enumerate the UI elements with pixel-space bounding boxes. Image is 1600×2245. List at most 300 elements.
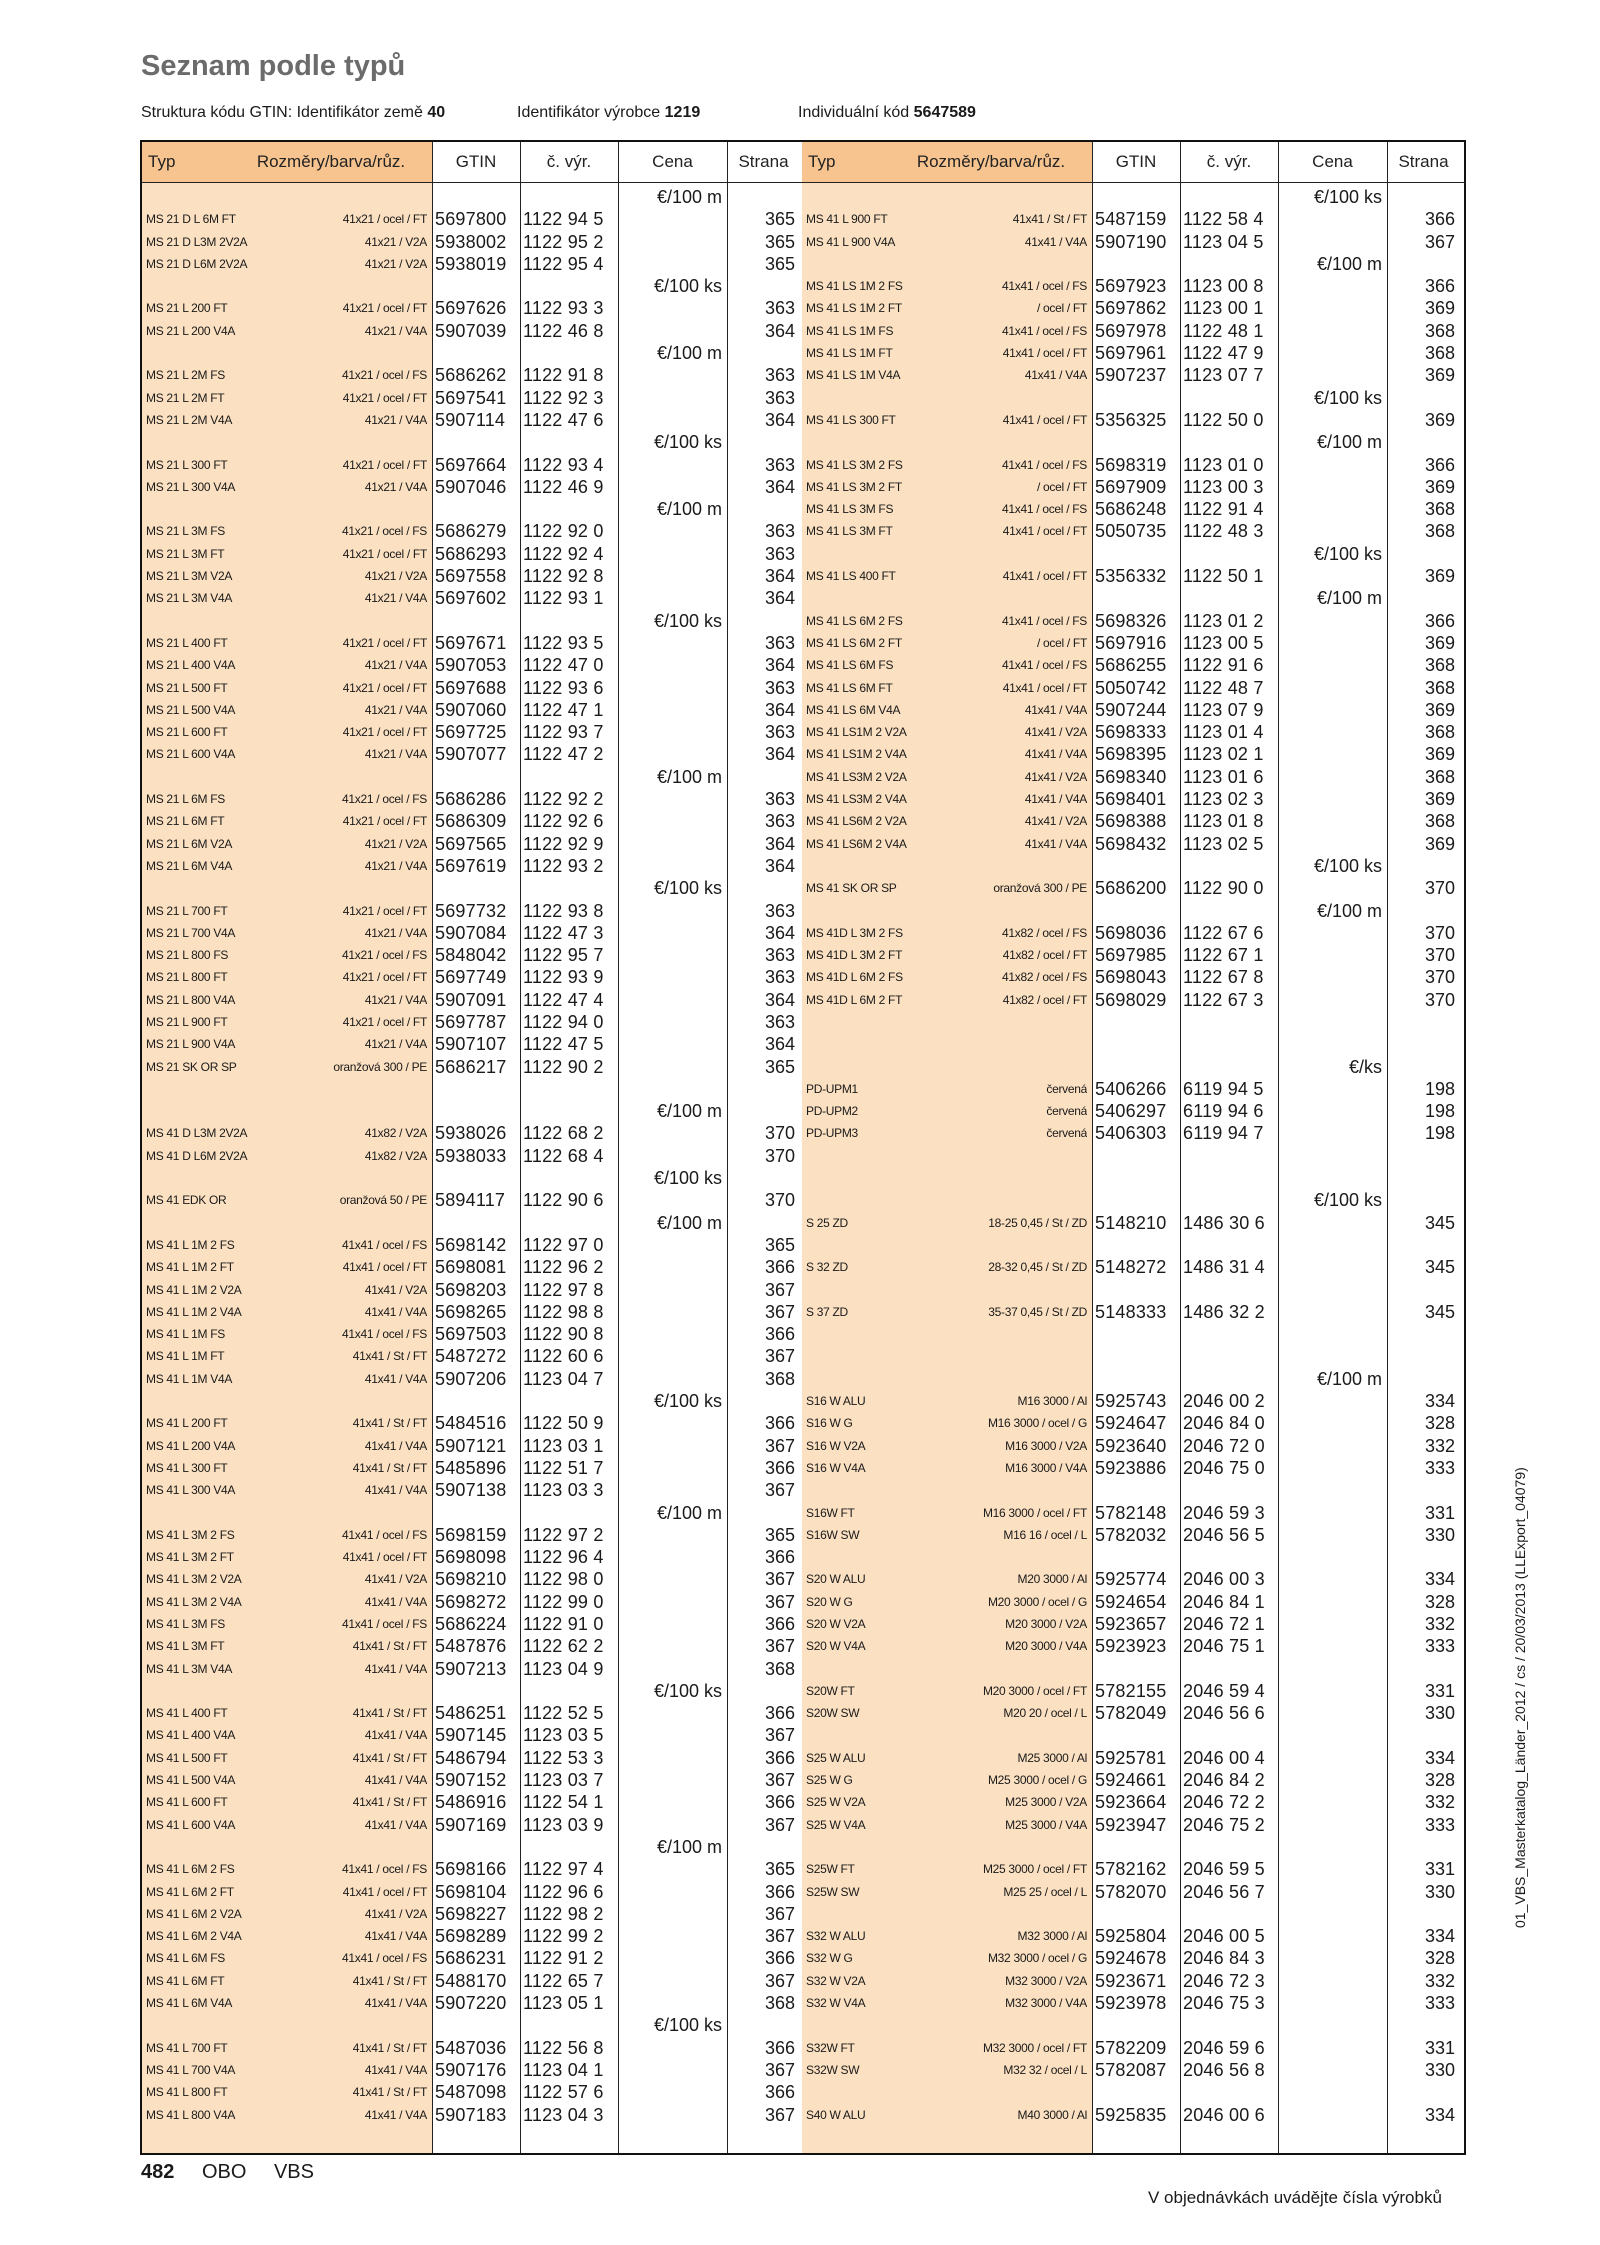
spacer-row	[802, 1345, 1466, 1367]
cell-cv: 1122 93 2	[523, 855, 604, 876]
table-row	[142, 1903, 802, 1925]
price-unit-row	[142, 610, 802, 632]
cell-gt: 5907244	[1095, 699, 1167, 720]
brand-vbs: VBS	[273, 2161, 314, 2183]
table-row	[802, 788, 1466, 810]
cell-typ: S16 W G	[806, 1416, 853, 1431]
cell-typ: MS 41 L 500 FT	[146, 1750, 228, 1765]
cell-cv: 1122 52 5	[523, 1703, 604, 1724]
cell-typ: MS 21 L 500 FT	[146, 680, 228, 695]
cell-st: 198	[1424, 1078, 1455, 1099]
cell-cv: 1122 50 0	[1183, 409, 1264, 430]
cell-gt: 5938033	[435, 1145, 507, 1166]
cell-typ: MS 41 LS 3M 2 FT	[806, 479, 902, 494]
cell-st: 334	[1424, 1569, 1455, 1590]
cell-st: 364	[764, 476, 795, 497]
cell-st: 364	[764, 320, 795, 341]
cell-st: 365	[764, 1234, 795, 1255]
price-unit-row	[142, 342, 802, 364]
cell-gt: 5406266	[1095, 1078, 1167, 1099]
cell-gt: 5487159	[1095, 209, 1167, 230]
cell-gt: 5697602	[435, 588, 507, 609]
cell-st: 334	[1424, 1391, 1455, 1412]
cell-st: 368	[1424, 766, 1455, 787]
cell-gt: 5686309	[435, 811, 507, 832]
gtin-country-label: Struktura kódu GTIN: Identifikátor země	[141, 104, 423, 121]
cell-gt: 5698036	[1095, 922, 1167, 943]
cell-st: 330	[1424, 2059, 1455, 2080]
cell-gt: 5907091	[435, 989, 507, 1010]
product-table	[140, 140, 1466, 2155]
cell-rz: 41x21 / V4A	[364, 479, 427, 494]
cell-cv: 1123 01 8	[1183, 811, 1264, 832]
table-row	[142, 253, 802, 275]
cell-gt: 5697978	[1095, 320, 1167, 341]
cell-cv: 1122 93 9	[523, 967, 604, 988]
table-row	[802, 944, 1466, 966]
cell-cv: 1122 47 9	[1183, 343, 1264, 364]
cell-st: 333	[1424, 1457, 1455, 1478]
cell-rz: 41x41 / St / FT	[1012, 212, 1087, 227]
spacer-row	[142, 1078, 802, 1100]
cell-cn: €/100 ks	[1313, 187, 1382, 207]
cell-rz: 41x21 / ocel / FT	[342, 546, 427, 561]
cell-gt: 5487876	[435, 1636, 507, 1657]
cell-st: 366	[764, 1703, 795, 1724]
cell-st: 364	[764, 566, 795, 587]
cell-gt: 5698401	[1095, 789, 1167, 810]
cell-rz: 41x41 / St / FT	[352, 1416, 427, 1431]
cell-st: 369	[1424, 789, 1455, 810]
cell-st: 331	[1424, 1859, 1455, 1880]
cell-typ: MS 41 LS 300 FT	[806, 412, 896, 427]
cell-cv: 1122 92 0	[523, 521, 604, 542]
cell-gt: 5698081	[435, 1257, 507, 1278]
cell-cv: 2046 00 4	[1183, 1747, 1265, 1768]
cell-cv: 1122 50 9	[523, 1413, 604, 1434]
cell-typ: PD-UPM2	[806, 1104, 858, 1119]
cell-st: 366	[764, 1614, 795, 1634]
cell-typ: S20W SW	[806, 1706, 860, 1721]
table-row	[802, 520, 1466, 542]
cell-rz: 41x82 / ocel / FT	[1002, 992, 1087, 1007]
table-row	[142, 900, 802, 922]
cell-st: 364	[764, 588, 795, 609]
cell-typ: MS 41 LS6M 2 V2A	[806, 814, 907, 829]
cell-cv: 1122 97 0	[523, 1234, 604, 1255]
table-row	[142, 1546, 802, 1568]
cell-gt: 5686279	[435, 521, 507, 542]
left-rows	[142, 186, 802, 2126]
cell-typ: MS 41 L 1M FT	[146, 1349, 225, 1364]
cell-st: 345	[1424, 1301, 1455, 1322]
cell-rz: 41x21 / ocel / FT	[342, 457, 427, 472]
price-unit-row	[802, 900, 1466, 922]
cell-cv: 1122 91 0	[523, 1614, 604, 1634]
cell-cn: €/100 m	[656, 1836, 722, 1857]
cell-rz: 41x41 / St / FT	[352, 1349, 427, 1364]
cell-st: 365	[764, 209, 795, 230]
cell-st: 330	[1424, 1881, 1455, 1902]
cell-cv: 1123 04 3	[523, 2104, 604, 2125]
cell-st: 369	[1424, 833, 1455, 854]
table-row	[802, 364, 1466, 386]
cell-st: 369	[1424, 566, 1455, 587]
table-row	[142, 1479, 802, 1501]
cell-typ: S20W FT	[806, 1683, 855, 1698]
cell-st: 333	[1424, 1814, 1455, 1835]
table-row	[142, 543, 802, 565]
cell-rz: 41x41 / V2A	[364, 1572, 427, 1587]
cell-gt: 5356332	[1095, 566, 1167, 587]
cell-st: 332	[1424, 1792, 1455, 1813]
cell-rz: M20 3000 / V4A	[1005, 1639, 1087, 1654]
cell-st: 367	[764, 1725, 795, 1746]
cell-st: 367	[764, 1480, 795, 1501]
cell-cv: 1122 90 8	[523, 1324, 604, 1345]
cell-rz: 41x41 / ocel / FT	[1002, 346, 1087, 361]
cell-cv: 1122 68 4	[523, 1145, 604, 1166]
cell-cv: 1122 54 1	[523, 1792, 604, 1813]
cell-rz: 41x21 / V4A	[364, 992, 427, 1007]
cell-typ: MS 41 LS 6M V4A	[806, 702, 901, 717]
cell-typ: S16 W V2A	[806, 1438, 866, 1453]
cell-rz: 41x41 / V4A	[1024, 368, 1087, 383]
table-row	[802, 1947, 1466, 1969]
cell-typ: MS 41 D L6M 2V2A	[146, 1148, 248, 1163]
cell-cn: €/100 m	[1316, 900, 1382, 921]
cell-rz: 41x21 / ocel / FT	[342, 970, 427, 985]
cell-cn: €/100 m	[656, 1101, 722, 1122]
spacer-row	[802, 1836, 1466, 1858]
cell-typ: MS 21 L 6M FT	[146, 814, 225, 829]
cell-rz: M32 32 / ocel / L	[1003, 2062, 1087, 2077]
cell-typ: MS 21 L 2M V4A	[146, 412, 233, 427]
cell-rz: 41x21 / ocel / FT	[342, 212, 427, 227]
cell-typ: S25 W V4A	[806, 1817, 866, 1832]
table-row	[142, 565, 802, 587]
table-row	[802, 1791, 1466, 1813]
table-row	[802, 1212, 1466, 1234]
cell-st: 364	[764, 855, 795, 876]
cell-typ: MS 41 LS 1M 2 FS	[806, 279, 903, 294]
cell-cn: €/100 ks	[653, 276, 722, 297]
cell-cv: 1122 98 0	[523, 1569, 604, 1590]
cell-typ: MS 41 LS3M 2 V4A	[806, 792, 907, 807]
table-row	[142, 1613, 802, 1635]
cell-cv: 1122 91 4	[1183, 499, 1264, 520]
cell-cv: 1122 46 9	[523, 476, 604, 497]
cell-typ: MS 41 LS 1M 2 FT	[806, 301, 902, 316]
cell-rz: M16 3000 / V2A	[1005, 1438, 1087, 1453]
cell-rz: 41x21 / ocel / FS	[342, 524, 427, 539]
cell-cn: €/100 m	[656, 1212, 722, 1233]
cell-gt: 5698227	[435, 1903, 507, 1924]
cell-gt: 5686293	[435, 543, 507, 564]
cell-st: 332	[1424, 1970, 1455, 1991]
spacer-row	[802, 2014, 1466, 2036]
cell-rz: M20 3000 / Al	[1017, 1572, 1087, 1587]
cell-st: 363	[764, 789, 795, 810]
cell-cv: 1123 00 5	[1183, 632, 1264, 653]
table-row	[802, 810, 1466, 832]
cell-gt: 5148333	[1095, 1301, 1167, 1322]
cell-typ: S20 W V4A	[806, 1639, 866, 1654]
table-row	[142, 721, 802, 743]
cell-rz: 41x21 / V2A	[364, 569, 427, 584]
cell-rz: / ocel / FT	[1036, 301, 1087, 316]
table-row	[142, 1568, 802, 1590]
cell-rz: M16 3000 / Al	[1017, 1394, 1087, 1409]
table-row	[802, 2104, 1466, 2126]
table-row	[802, 1568, 1466, 1590]
right-rows	[802, 186, 1466, 2126]
cell-gt: 5894117	[435, 1190, 506, 1211]
cell-cv: 2046 75 1	[1183, 1636, 1265, 1657]
cell-st: 363	[764, 1011, 795, 1032]
cell-st: 367	[764, 1926, 795, 1947]
column-header-gtin: GTIN	[1115, 152, 1157, 171]
cell-rz: 41x21 / ocel / FT	[342, 903, 427, 918]
cell-gt: 5148210	[1095, 1212, 1167, 1233]
cell-typ: S32W SW	[806, 2062, 860, 2077]
cell-cv: 1123 03 7	[523, 1770, 604, 1791]
cell-cv: 2046 84 2	[1183, 1770, 1265, 1791]
cell-rz: 35-37 0,45 / St / ZD	[988, 1304, 1087, 1319]
cell-rz: 41x21 / ocel / FS	[342, 368, 427, 383]
table-row	[142, 520, 802, 542]
cell-gt: 5925743	[1095, 1391, 1167, 1412]
cell-typ: MS 41 SK OR SP	[806, 881, 897, 896]
table-row	[802, 1412, 1466, 1434]
cell-gt: 5907220	[435, 1993, 507, 2014]
cell-cv: 1122 95 7	[523, 945, 604, 966]
cell-st: 369	[1424, 699, 1455, 720]
cell-gt: 5907046	[435, 476, 507, 497]
column-header-strana: Strana	[738, 152, 789, 171]
cell-st: 369	[1424, 365, 1455, 386]
cell-typ: MS 21 L 6M FS	[146, 792, 226, 807]
cell-st: 366	[764, 1324, 795, 1345]
cell-rz: 41x41 / ocel / FT	[1002, 524, 1087, 539]
gtin-individual	[798, 104, 976, 122]
table-row	[142, 855, 802, 877]
price-unit-row	[142, 1212, 802, 1234]
cell-cn: €/100 ks	[653, 2015, 722, 2036]
table-row	[142, 1769, 802, 1791]
table-row	[142, 989, 802, 1011]
cell-cn: €/100 m	[656, 343, 722, 364]
cell-cv: 1122 93 7	[523, 722, 604, 743]
cell-gt: 5698159	[435, 1524, 507, 1545]
gtin-individual-label: Individuální kód	[798, 104, 910, 121]
cell-typ: MS 41 L 6M 2 FS	[146, 1862, 235, 1877]
cell-typ: MS 21 L 200 V4A	[146, 323, 236, 338]
cell-cv: 2046 72 0	[1183, 1435, 1265, 1456]
cell-rz: 41x41 / V4A	[364, 1773, 427, 1788]
spacer-row	[802, 1903, 1466, 1925]
cell-cv: 6119 94 6	[1183, 1101, 1264, 1122]
cell-typ: MS 41 L 300 V4A	[146, 1483, 236, 1498]
table-left-half	[142, 142, 803, 2153]
cell-rz: 41x41 / St / FT	[352, 1460, 427, 1475]
table-row	[802, 1122, 1466, 1144]
cell-rz: 41x21 / ocel / FT	[342, 680, 427, 695]
column-header-rozmery: Rozměry/barva/růz.	[256, 152, 406, 171]
table-row	[142, 632, 802, 654]
cell-gt: 5907053	[435, 655, 507, 676]
cell-cn: €/ks	[1348, 1056, 1382, 1077]
cell-rz: 41x41 / ocel / FS	[342, 1327, 427, 1342]
cell-rz: M16 3000 / ocel / FT	[982, 1505, 1087, 1520]
cell-rz: 41x21 / V2A	[364, 256, 427, 271]
cell-gt: 5925781	[1095, 1747, 1167, 1768]
table-row	[142, 922, 802, 944]
cell-rz: 41x21 / ocel / FS	[342, 792, 427, 807]
cell-st: 367	[764, 1903, 795, 1924]
cell-gt: 5486251	[435, 1703, 507, 1724]
cell-cv: 6119 94 5	[1183, 1078, 1264, 1099]
spacer-row	[802, 1234, 1466, 1256]
table-row	[802, 1613, 1466, 1635]
cell-cv: 1122 97 2	[523, 1524, 604, 1545]
cell-cv: 1122 46 8	[523, 320, 604, 341]
cell-typ: MS 21 L 3M FT	[146, 546, 225, 561]
table-row	[142, 743, 802, 765]
cell-cn: €/100 m	[656, 766, 722, 787]
table-row	[802, 922, 1466, 944]
cell-rz: 41x21 / V4A	[364, 1037, 427, 1052]
price-unit-row	[142, 1167, 802, 1189]
table-row	[142, 1033, 802, 1055]
cell-rz: 41x41 / ocel / FT	[1002, 569, 1087, 584]
cell-gt: 5782032	[1095, 1524, 1167, 1545]
cell-gt: 5698142	[435, 1234, 507, 1255]
cell-rz: M25 3000 / ocel / FT	[982, 1862, 1087, 1877]
cell-rz: 41x41 / ocel / FS	[1002, 502, 1087, 517]
cell-st: 366	[764, 1413, 795, 1434]
cell-rz: / ocel / FT	[1036, 479, 1087, 494]
cell-st: 370	[1424, 922, 1455, 943]
cell-rz: 41x21 / V2A	[364, 234, 427, 249]
table-row	[802, 877, 1466, 899]
cell-cv: 1122 48 3	[1183, 521, 1264, 542]
cell-st: 330	[1424, 1524, 1455, 1545]
cell-typ: MS 21 L 800 FS	[146, 948, 229, 963]
cell-st: 328	[1424, 1413, 1455, 1434]
cell-typ: MS 21 L 800 FT	[146, 970, 228, 985]
table-row	[142, 1412, 802, 1434]
cell-rz: 41x41 / St / FT	[352, 2040, 427, 2055]
cell-rz: M32 3000 / Al	[1017, 1929, 1087, 1944]
cell-gt: 5697688	[435, 677, 507, 698]
cell-gt: 5924661	[1095, 1770, 1167, 1791]
cell-cv: 1122 94 5	[523, 209, 604, 230]
cell-cv: 1122 48 7	[1183, 677, 1264, 698]
table-row	[142, 677, 802, 699]
cell-gt: 5686255	[1095, 655, 1167, 676]
cell-cn: €/100 m	[1316, 432, 1382, 453]
cell-st: 370	[764, 1123, 795, 1144]
cell-typ: MS 41 L 700 V4A	[146, 2062, 236, 2077]
cell-st: 368	[1424, 811, 1455, 832]
cell-typ: MS 41 LS3M 2 V2A	[806, 769, 907, 784]
cell-gt: 5698289	[435, 1926, 507, 1947]
table-row	[142, 1011, 802, 1033]
cell-st: 366	[1424, 454, 1455, 475]
cell-gt: 5782209	[1095, 2037, 1167, 2058]
cell-typ: MS 21 L 700 FT	[146, 903, 228, 918]
cell-typ: S32 W V4A	[806, 1996, 866, 2011]
price-unit-row	[142, 1502, 802, 1524]
cell-gt: 5697503	[435, 1324, 507, 1345]
cell-rz: M25 3000 / Al	[1017, 1750, 1087, 1765]
cell-gt: 5925774	[1095, 1569, 1167, 1590]
cell-st: 328	[1424, 1770, 1455, 1791]
cell-gt: 5487098	[435, 2082, 507, 2103]
column-header-cena: Cena	[1312, 152, 1353, 171]
cell-st: 367	[764, 1569, 795, 1590]
cell-gt: 5697664	[435, 454, 507, 475]
cell-gt: 5782087	[1095, 2059, 1167, 2080]
cell-st: 331	[1424, 2037, 1455, 2058]
spacer-row	[802, 1724, 1466, 1746]
cell-cv: 1123 01 6	[1183, 766, 1264, 787]
cell-rz: 28-32 0,45 / St / ZD	[988, 1260, 1087, 1275]
cell-rz: 41x41 / V2A	[364, 1282, 427, 1297]
cell-rz: 41x41 / V4A	[364, 1996, 427, 2011]
price-unit-row	[142, 877, 802, 899]
cell-typ: MS 41 LS 400 FT	[806, 569, 896, 584]
cell-rz: M20 3000 / ocel / G	[987, 1594, 1087, 1609]
cell-st: 368	[1424, 655, 1455, 676]
cell-st: 365	[764, 1524, 795, 1545]
cell-gt: 5697985	[1095, 945, 1167, 966]
cell-st: 367	[764, 1814, 795, 1835]
cell-rz: 41x41 / V4A	[364, 1929, 427, 1944]
cell-gt: 5698388	[1095, 811, 1167, 832]
cell-rz: 41x41 / V2A	[1024, 725, 1087, 740]
table-row	[142, 1056, 802, 1078]
cell-st: 369	[1424, 632, 1455, 653]
table-row	[142, 1591, 802, 1613]
table-row	[802, 766, 1466, 788]
cell-cv: 1122 50 1	[1183, 566, 1264, 587]
cell-gt: 5907206	[435, 1368, 507, 1389]
cell-cv: 1122 47 1	[523, 699, 604, 720]
cell-typ: MS 41 L 6M 2 V4A	[146, 1929, 242, 1944]
cell-cv: 1122 92 9	[523, 833, 604, 854]
table-row	[802, 1301, 1466, 1323]
cell-cv: 1123 01 4	[1183, 722, 1264, 743]
cell-typ: MS 21 D L3M 2V2A	[146, 234, 248, 249]
column-header-rozmery: Rozměry/barva/růz.	[916, 152, 1066, 171]
cell-cv: 2046 72 2	[1183, 1792, 1265, 1813]
cell-typ: S25 W ALU	[806, 1750, 866, 1765]
table-row	[142, 1970, 802, 1992]
cell-rz: 41x41 / ocel / FS	[1002, 323, 1087, 338]
cell-cn: €/100 m	[656, 1502, 722, 1523]
cell-typ: S20 W ALU	[806, 1572, 866, 1587]
brand-obo: OBO	[201, 2161, 247, 2183]
cell-gt: 5686262	[435, 365, 507, 386]
table-row	[142, 1189, 802, 1211]
cell-cv: 1122 65 7	[523, 1970, 604, 1991]
cell-rz: 41x41 / V4A	[364, 1661, 427, 1676]
cell-typ: MS 41 L 400 FT	[146, 1706, 228, 1721]
table-row	[802, 743, 1466, 765]
cell-rz: M25 3000 / V4A	[1005, 1817, 1087, 1832]
